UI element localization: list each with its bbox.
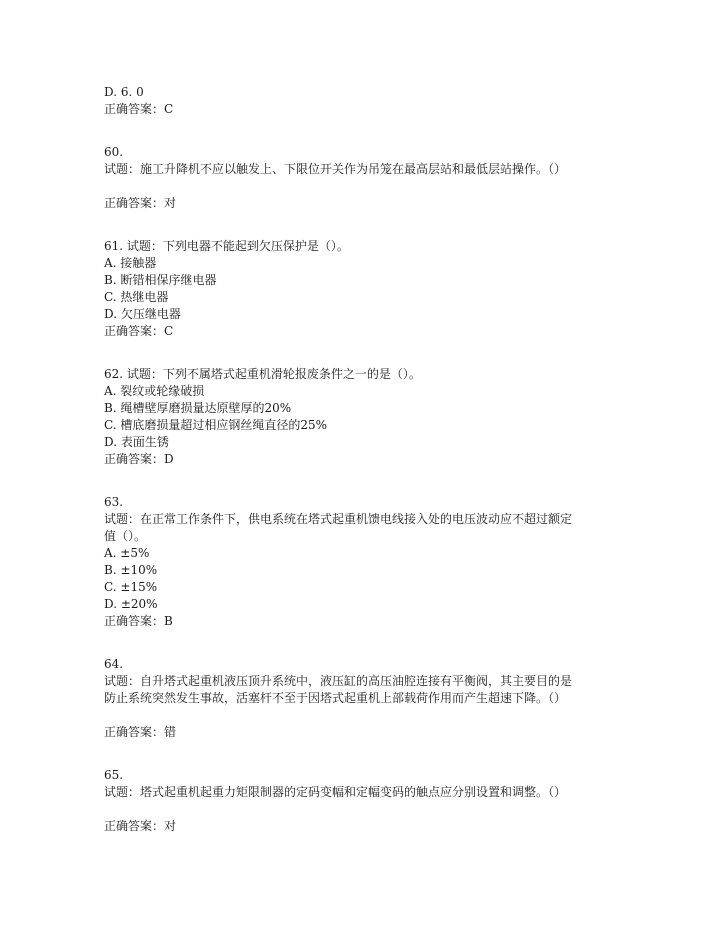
q65-number: 65. bbox=[104, 768, 124, 782]
q64-stem-line1: 试题：自升塔式起重机液压顶升系统中，液压缸的高压油腔连接有平衡阀，其主要目的是 bbox=[104, 674, 573, 688]
q64-stem-line2: 防止系统突然发生事故，活塞杆不至于因塔式起重机上部载荷作用而产生超速下降。（） bbox=[104, 691, 567, 705]
q62-answer: 正确答案：D bbox=[104, 452, 174, 466]
q62-option-a: A. 裂纹或轮缘破损 bbox=[104, 384, 205, 398]
q63-stem-line2: 值（）。 bbox=[104, 529, 147, 543]
q61-option-c: C. 热继电器 bbox=[104, 290, 169, 304]
q59-answer: 正确答案：C bbox=[104, 102, 174, 116]
q63-number: 63. bbox=[104, 495, 124, 509]
q59-option-d: D. 6. 0 bbox=[104, 85, 144, 99]
q63-stem-line1: 试题：在正常工作条件下，供电系统在塔式起重机馈电线接入处的电压波动应不超过额定 bbox=[104, 512, 573, 526]
q60-answer: 正确答案：对 bbox=[104, 196, 177, 210]
q61-answer: 正确答案：C bbox=[104, 324, 174, 338]
q61-option-d: D. 欠压继电器 bbox=[104, 307, 181, 321]
q61-stem: 61. 试题：下列电器不能起到欠压保护是（）。 bbox=[104, 239, 349, 253]
q62-option-b: B. 绳槽壁厚磨损量达原壁厚的20% bbox=[104, 401, 292, 415]
q64-number: 64. bbox=[104, 657, 124, 671]
q62-option-c: C. 槽底磨损量超过相应钢丝绳直径的25% bbox=[104, 418, 328, 432]
q65-stem: 试题：塔式起重机起重力矩限制器的定码变幅和定幅变码的触点应分别设置和调整。（） bbox=[104, 785, 567, 799]
q61-option-b: B. 断错相保序继电器 bbox=[104, 273, 217, 287]
q64-answer: 正确答案：错 bbox=[104, 725, 177, 739]
q61-option-a: A. 接触器 bbox=[104, 256, 157, 270]
q63-answer: 正确答案：B bbox=[104, 614, 173, 628]
q63-option-d: D. ±20% bbox=[104, 597, 158, 611]
q60-stem: 试题：施工升降机不应以触发上、下限位开关作为吊笼在最高层站和最低层站操作。（） bbox=[104, 162, 567, 176]
q63-option-a: A. ±5% bbox=[104, 546, 150, 560]
q60-number: 60. bbox=[104, 145, 124, 159]
q65-answer: 正确答案：对 bbox=[104, 819, 177, 833]
q62-stem: 62. 试题：下列不属塔式起重机滑轮报废条件之一的是（）。 bbox=[104, 367, 421, 381]
q62-option-d: D. 表面生锈 bbox=[104, 435, 169, 449]
exam-document bbox=[104, 84, 624, 835]
q63-option-b: B. ±10% bbox=[104, 563, 158, 577]
q63-option-c: C. ±15% bbox=[104, 580, 158, 594]
